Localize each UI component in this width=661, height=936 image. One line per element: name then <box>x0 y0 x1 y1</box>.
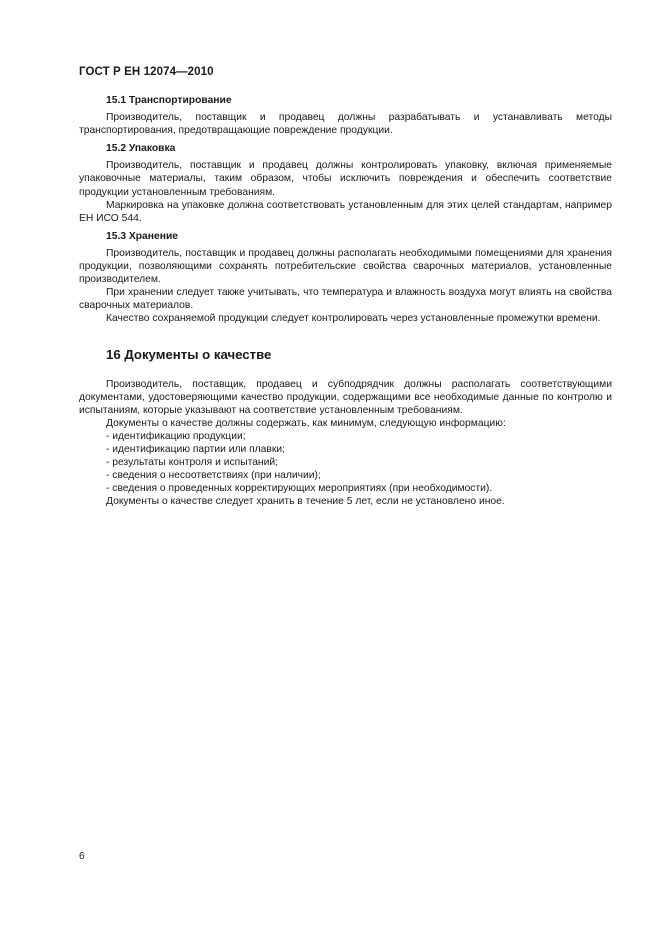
section-15-2 <box>79 142 612 225</box>
paragraph: Производитель, поставщик и продавец должны располагать необходимыми помещениями для хранения продукции, позволяющими сохранять потребительские свойства сварочных материалов, установленные производителем. <box>79 247 612 286</box>
section-15-3 <box>79 230 612 326</box>
section-15-1 <box>79 94 612 137</box>
page-number: 6 <box>79 851 85 862</box>
paragraph: Производитель, поставщик и продавец должны разрабатывать и устанавливать методы транспортирования, предотвращающие повреждение продукции. <box>79 112 612 137</box>
list-item: - результаты контроля и испытаний; <box>106 457 278 469</box>
list-item: - сведения о проведенных корректирующих мероприятиях (при необходимости). <box>106 483 493 495</box>
chapter-16-body <box>79 378 612 509</box>
list-intro: Документы о качестве должны содержать, как минимум, следующую информацию: <box>106 417 506 429</box>
document-id: ГОСТ Р ЕН 12074—2010 <box>79 66 214 78</box>
paragraph: Производитель, поставщик, продавец и субподрядчик должны располагать соответствующими документами, удостоверяющими качество продукции, содержащими все необходимые данные по контролю и испытаниям, которые указывают на соответствие установленным требованиям. <box>79 378 612 416</box>
paragraph: При хранении следует также учитывать, что температура и влажность воздуха могут влиять на свойства сварочных материалов. <box>79 287 612 312</box>
list-item: - идентификацию продукции; <box>106 430 246 442</box>
paragraph: Документы о качестве следует хранить в течение 5 лет, если не установлено иное. <box>106 496 505 508</box>
paragraph: Производитель, поставщик и продавец должны контролировать упаковку, включая применяемые упаковочные материалы, таким образом, чтобы исключить повреждения и обеспечить соответствие продукции установленным требованиям. <box>79 160 612 198</box>
paragraph: Качество сохраняемой продукции следует контролировать через установленные промежутки времени. <box>106 313 601 325</box>
paragraph: Маркировка на упаковке должна соответствовать установленным для этих целей стандартам, например ЕН ИСО 544. <box>79 199 612 224</box>
chapter-16-title: 16 Документы о качестве <box>106 346 272 362</box>
section-title: 15.3 Хранение <box>106 230 179 242</box>
section-title: 15.1 Транспортирование <box>106 95 232 106</box>
list-item: - идентификацию партии или плавки; <box>106 443 285 455</box>
section-title: 15.2 Упаковка <box>106 143 176 155</box>
list-item: - сведения о несоответствиях (при наличии); <box>106 470 321 482</box>
document-body <box>79 94 612 508</box>
